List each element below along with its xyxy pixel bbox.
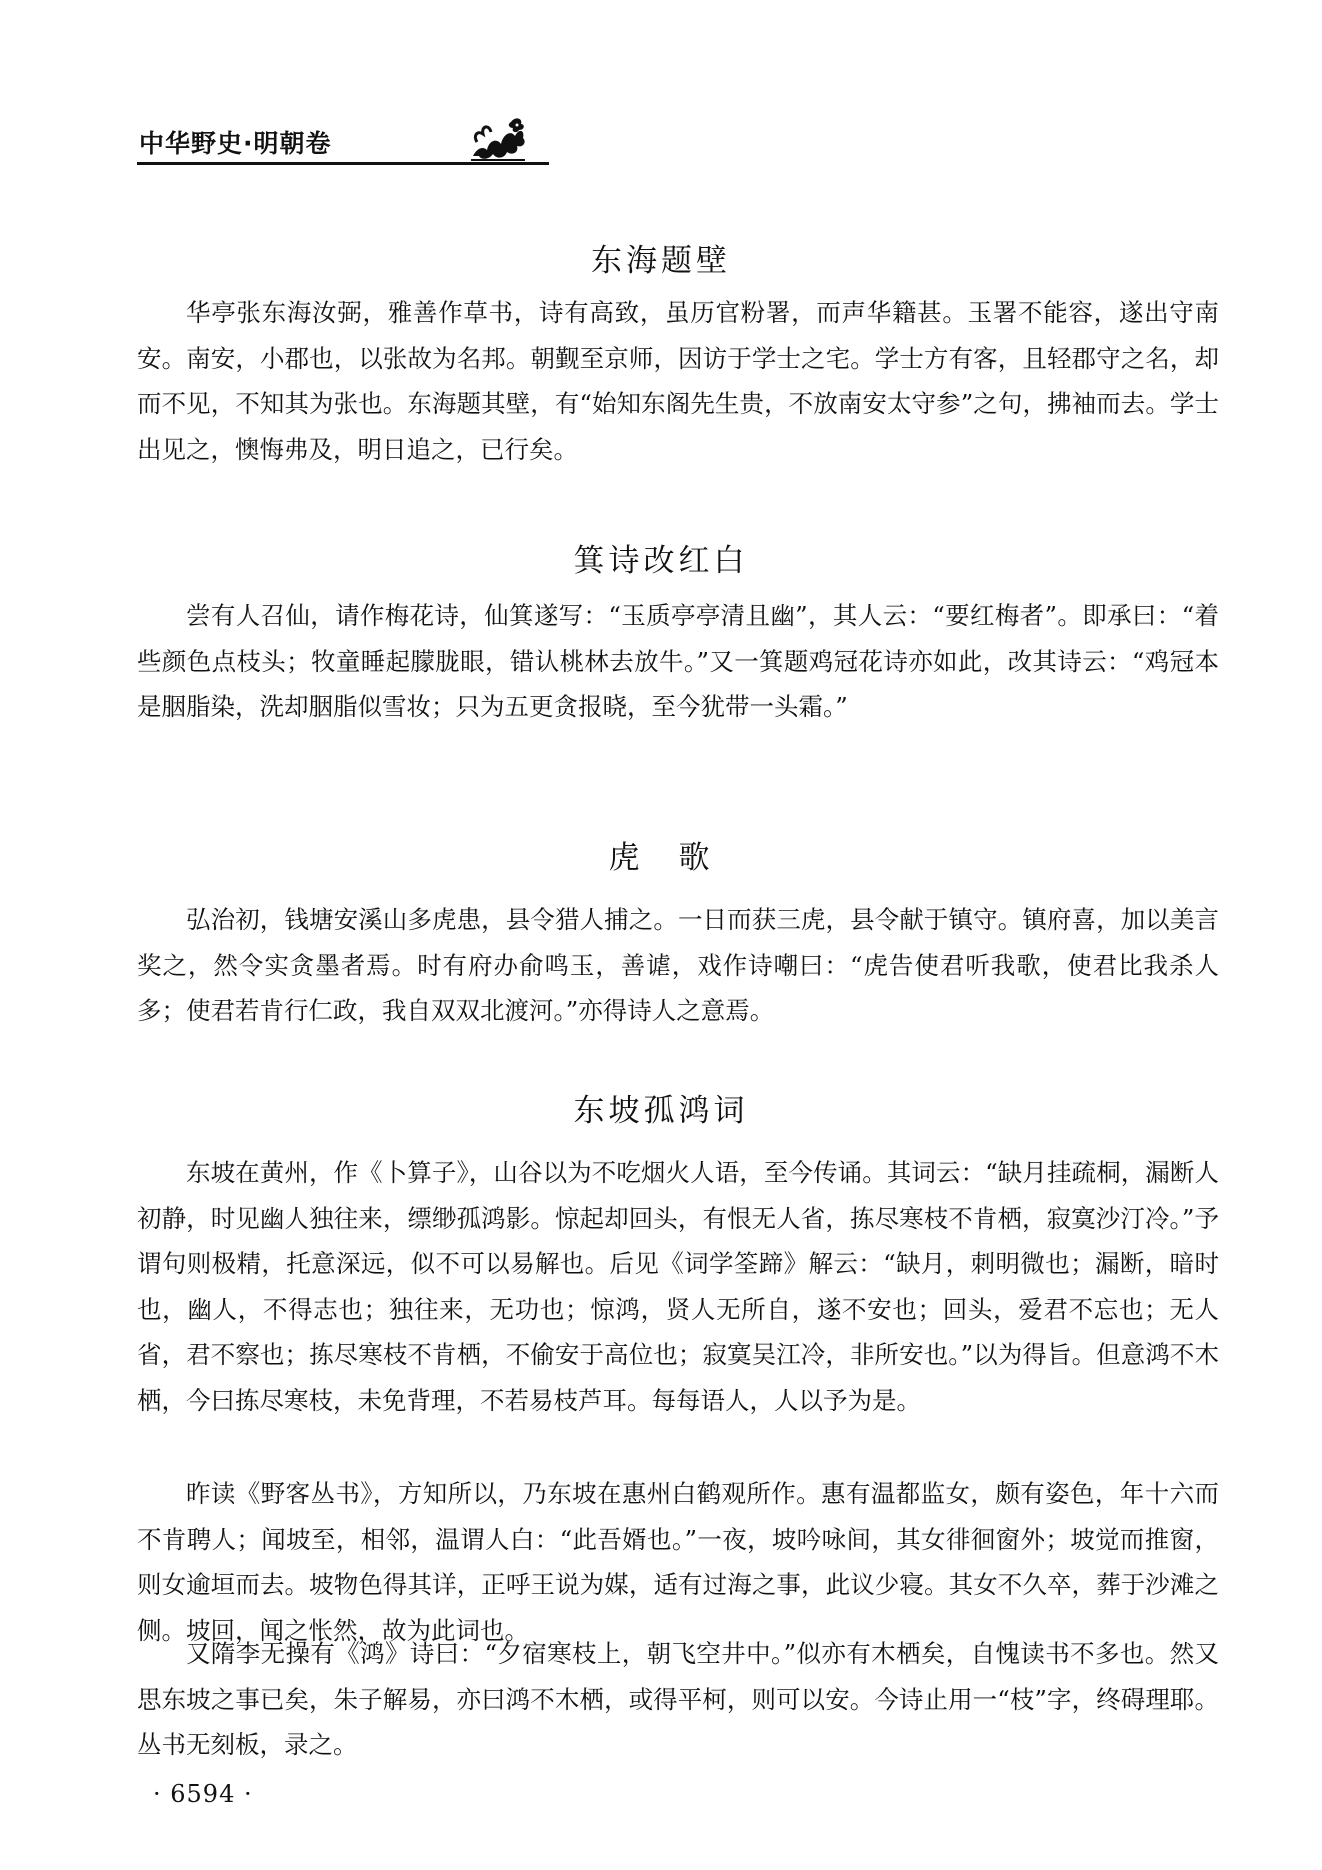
section-title: 虎 歌 (608, 840, 714, 876)
section-title: 东海题壁 (591, 243, 731, 279)
section-title: 箕诗改红白 (573, 543, 749, 579)
page-number: · 6594 · (153, 1780, 253, 1808)
running-header (137, 98, 549, 166)
header-rule (137, 162, 549, 165)
section-title: 东坡孤鸿词 (573, 1093, 749, 1129)
paragraph: 东坡在黄州，作《卜算子》，山谷以为不吃烟火人语，至今传诵。其词云：“缺月挂疏桐，漏断人初静，时见幽人独往来，缥缈孤鸿影。惊起却回头，有恨无人省，拣尽寒枝不肯栖，寂寞沙汀冷。”予谓句则极精，托意深远，似不可以易解也。后见《词学筌蹄》解云：“缺月，刺明微也；漏断，暗时也，幽人，不得志也；独往来，无功也；惊鸿，贤人无所自，遂不安也；回头，爱君不忘也；无人省，君不察也；拣尽寒枝不肯栖，不偷安于高位也；寂寞吴江冷，非所安也。”以为得旨。但意鸿不木栖，今曰拣尽寒枝，未免背理，不若易枝芦耳。每每语人，人以予为是。 (137, 1158, 1219, 1415)
paragraph: 又隋李无操有《鸿》诗曰：“夕宿寒枝上，朝飞空井中。”似亦有木栖矣，自愧读书不多也。然又思东坡之事已矣，朱子解易，亦曰鸿不木栖，或得平柯，则可以安。今诗止用一“枝”字，终碍理耶。丛书无刻板，录之。 (137, 1639, 1219, 1759)
dragon-icon (467, 112, 529, 164)
paragraph: 华亭张东海汝弼，雅善作草书，诗有高致，虽历官粉署，而声华籍甚。玉署不能容，遂出守南安。南安，小郡也，以张故为名邦。朝觐至京师，因访于学士之宅。学士方有客，且轻郡守之名，却而不见，不知其为张也。东海题其壁，有“始知东阁先生贵，不放南安太守参”之句，拂袖而去。学士出见之，懊悔弗及，明日追之，已行矣。 (137, 298, 1219, 464)
paragraph: 昨读《野客丛书》，方知所以，乃东坡在惠州白鹤观所作。惠有温都监女，颇有姿色，年十六而不肯聘人；闻坡至，相邻，温谓人白：“此吾婿也。”一夜，坡吟咏间，其女徘徊窗外；坡觉而推窗，则女逾垣而去。坡物色得其详，正呼王说为媒，适有过海之事，此议少寝。其女不久卒，葬于沙滩之侧。坡回，闻之怅然，故为此词也。 (137, 1479, 1219, 1645)
paragraph: 尝有人召仙，请作梅花诗，仙箕遂写：“玉质亭亭清且幽”，其人云：“要红梅者”。即承曰：“着些颜色点枝头；牧童睡起朦胧眼，错认桃林去放牛。”又一箕题鸡冠花诗亦如此，改其诗云：“鸡冠本是胭脂染，洗却胭脂似雪妆；只为五更贪报晓，至今犹带一头霜。” (137, 601, 1219, 721)
header-title: 中华野史·明朝卷 (139, 129, 332, 158)
paragraph: 弘治初，钱塘安溪山多虎患，县令猎人捕之。一日而获三虎，县令献于镇守。镇府喜，加以美言奖之，然令实贪墨者焉。时有府办俞鸣玉，善谑，戏作诗嘲曰：“虎告使君听我歌，使君比我杀人多；使君若肯行仁政，我自双双北渡河。”亦得诗人之意焉。 (137, 905, 1219, 1025)
